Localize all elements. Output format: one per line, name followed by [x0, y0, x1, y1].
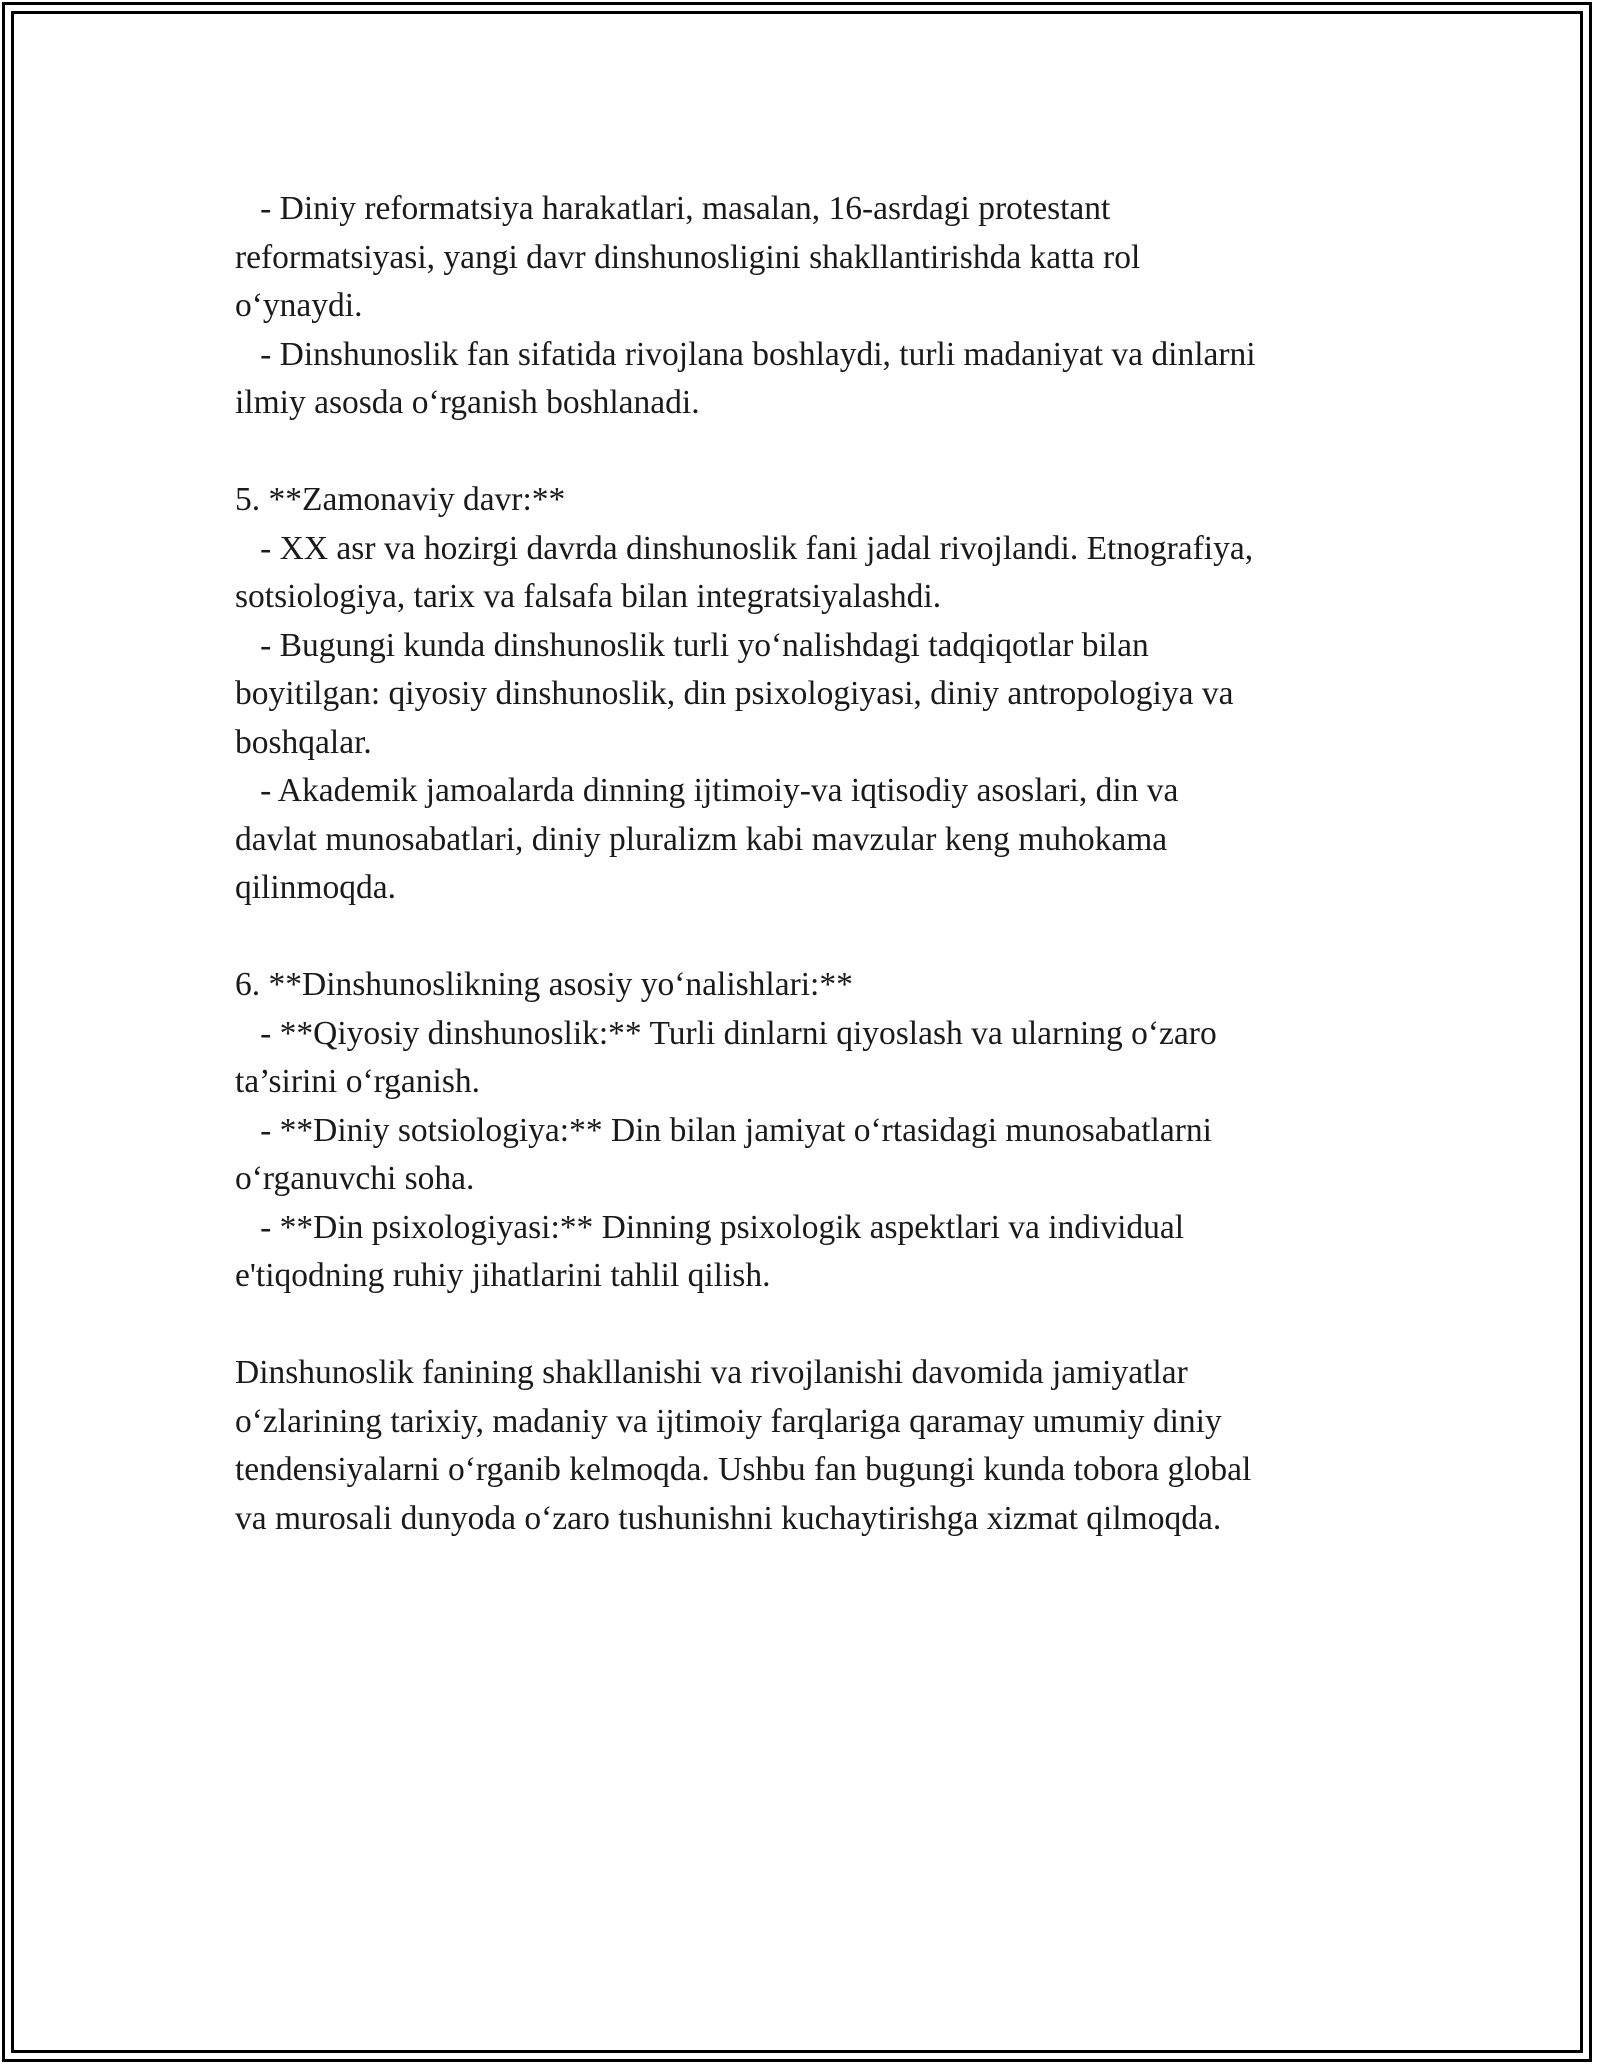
- text-line: - XX asr va hozirgi davrda dinshunoslik fani jadal rivojlandi. Etnografiya,: [235, 529, 1254, 567]
- text-line: - **Din psixologiyasi:** Dinning psixologik aspektlari va individual: [235, 1208, 1185, 1246]
- text-line: - **Diniy sotsiologiya:** Din bilan jamiyat o‘rtasidagi munosabatlarni: [235, 1111, 1212, 1149]
- text-line: o‘ynaydi.: [235, 287, 363, 324]
- text-line: o‘zlarining tarixiy, madaniy va ijtimoiy farqlariga qaramay umumiy diniy: [235, 1402, 1222, 1440]
- text-line: - Akademik jamoalarda dinning ijtimoiy-va iqtisodiy asoslari, din va: [235, 772, 1179, 809]
- text-line: - Dinshunoslik fan sifatida rivojlana boshlaydi, turli madaniyat va dinlarni: [235, 335, 1256, 373]
- text-line: e'tiqodning ruhiy jihatlarini tahlil qilish.: [235, 1257, 771, 1294]
- blank-line: [235, 428, 1405, 477]
- text-line: reformatsiyasi, yangi davr dinshunosligini shakllantirishda katta rol: [235, 238, 1141, 276]
- text-line: o‘rganuvchi soha.: [235, 1160, 475, 1197]
- text-line: davlat munosabatlari, diniy pluralizm kabi mavzular keng muhokama: [235, 820, 1168, 858]
- text-line: boshqalar.: [235, 723, 372, 761]
- text-line: - Bugungi kunda dinshunoslik turli yo‘nalishdagi tadqiqotlar bilan: [235, 626, 1149, 664]
- text-line: sotsiologiya, tarix va falsafa bilan integratsiyalashdi.: [235, 578, 942, 615]
- text-line: - **Qiyosiy dinshunoslik:** Turli dinlarni qiyoslash va ularning o‘zaro: [235, 1014, 1217, 1052]
- text-line: - Diniy reformatsiya harakatlari, masalan, 16-asrdagi protestant: [235, 190, 1111, 227]
- text-line: Dinshunoslik fanining shakllanishi va rivojlanishi davomida jamiyatlar: [235, 1354, 1188, 1391]
- text-line: boyitilgan: qiyosiy dinshunoslik, din psixologiyasi, diniy antropologiya va: [235, 675, 1234, 712]
- blank-line: [235, 913, 1405, 962]
- text-line: qilinmoqda.: [235, 869, 396, 906]
- section-heading: 6. **Dinshunoslikning asosiy yo‘nalishlari:**: [235, 966, 853, 1003]
- text-line: ta’sirini o‘rganish.: [235, 1063, 481, 1100]
- section-heading: 5. **Zamonaviy davr:**: [235, 481, 566, 518]
- blank-line: [235, 1301, 1405, 1350]
- text-line: ilmiy asosda o‘rganish boshlanadi.: [235, 384, 700, 421]
- text-line: va murosali dunyoda o‘zaro tushunishni kuchaytirishga xizmat qilmoqda.: [235, 1499, 1222, 1537]
- document-body: [235, 185, 1405, 1543]
- text-line: tendensiyalarni o‘rganib kelmoqda. Ushbu fan bugungi kunda tobora global: [235, 1451, 1252, 1488]
